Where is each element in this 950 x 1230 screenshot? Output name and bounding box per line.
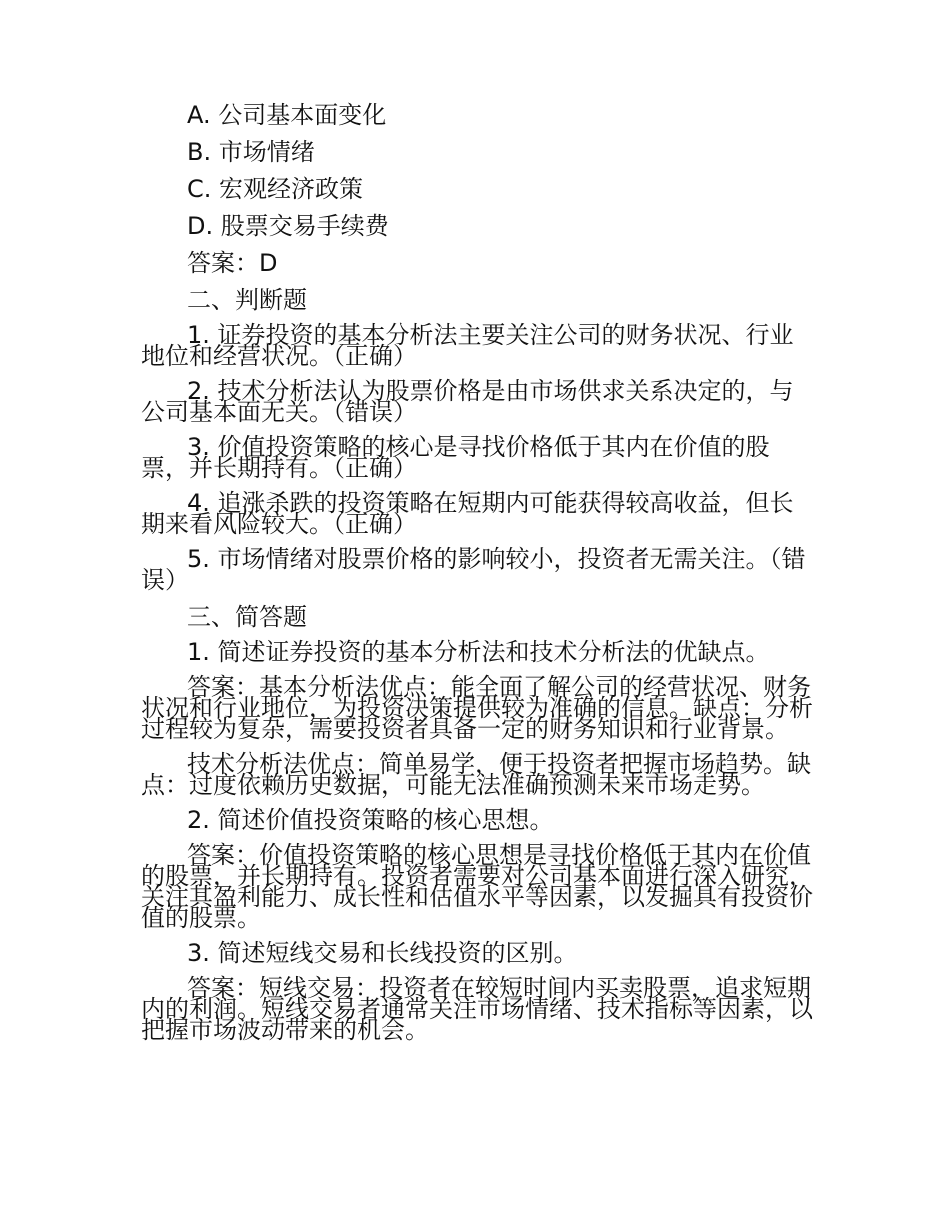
document-content <box>141 101 813 1044</box>
question-1: 1. 简述证券投资的基本分析法和技术分析法的优缺点。 <box>187 638 770 666</box>
section-heading-short-answer: 三、简答题 <box>187 603 307 631</box>
question-3: 3. 简述短线交易和长线投资的区别。 <box>187 939 578 967</box>
judgment-item-5: 5. 市场情绪对股票价格的影响较小，投资者无需关注。（错误） <box>141 545 806 594</box>
option-d: D. 股票交易手续费 <box>187 212 389 240</box>
judgment-item-4: 4. 追涨杀跌的投资策略在短期内可能获得较高收益，但长期来看风险较大。（正确） <box>141 489 794 538</box>
judgment-item-2: 2. 技术分析法认为股票价格是由市场供求关系决定的，与公司基本面无关。（错误） <box>141 377 794 426</box>
option-a: A. 公司基本面变化 <box>187 101 387 129</box>
question-2: 2. 简述价值投资策略的核心思想。 <box>187 806 554 834</box>
answer-1-paragraph-1: 答案：基本分析法优点：能全面了解公司的经营状况、财务状况和行业地位，为投资决策提供较为准确的信息。缺点：分析过程较为复杂，需要投资者具备一定的财务知识和行业背景。 <box>141 673 813 743</box>
section-heading-judgment: 二、判断题 <box>187 286 307 314</box>
answer-line: 答案：D <box>187 249 278 277</box>
option-b: B. 市场情绪 <box>187 138 315 166</box>
answer-3: 答案：短线交易：投资者在较短时间内买卖股票，追求短期内的利润。短线交易者通常关注市场情绪、技术指标等因素，以把握市场波动带来的机会。 <box>141 974 813 1044</box>
answer-2: 答案：价值投资策略的核心思想是寻找价格低于其内在价值的股票，并长期持有。投资者需要对公司基本面进行深入研究，关注其盈利能力、成长性和估值水平等因素，以发掘具有投资价值的股票。 <box>141 841 813 932</box>
judgment-item-3: 3. 价值投资策略的核心是寻找价格低于其内在价值的股票，并长期持有。（正确） <box>141 433 770 482</box>
option-c: C. 宏观经济政策 <box>187 175 364 203</box>
judgment-item-1: 1. 证券投资的基本分析法主要关注公司的财务状况、行业地位和经营状况。（正确） <box>141 321 794 370</box>
answer-1-paragraph-2: 技术分析法优点：简单易学，便于投资者把握市场趋势。缺点：过度依赖历史数据，可能无法准确预测未来市场走势。 <box>141 750 811 799</box>
